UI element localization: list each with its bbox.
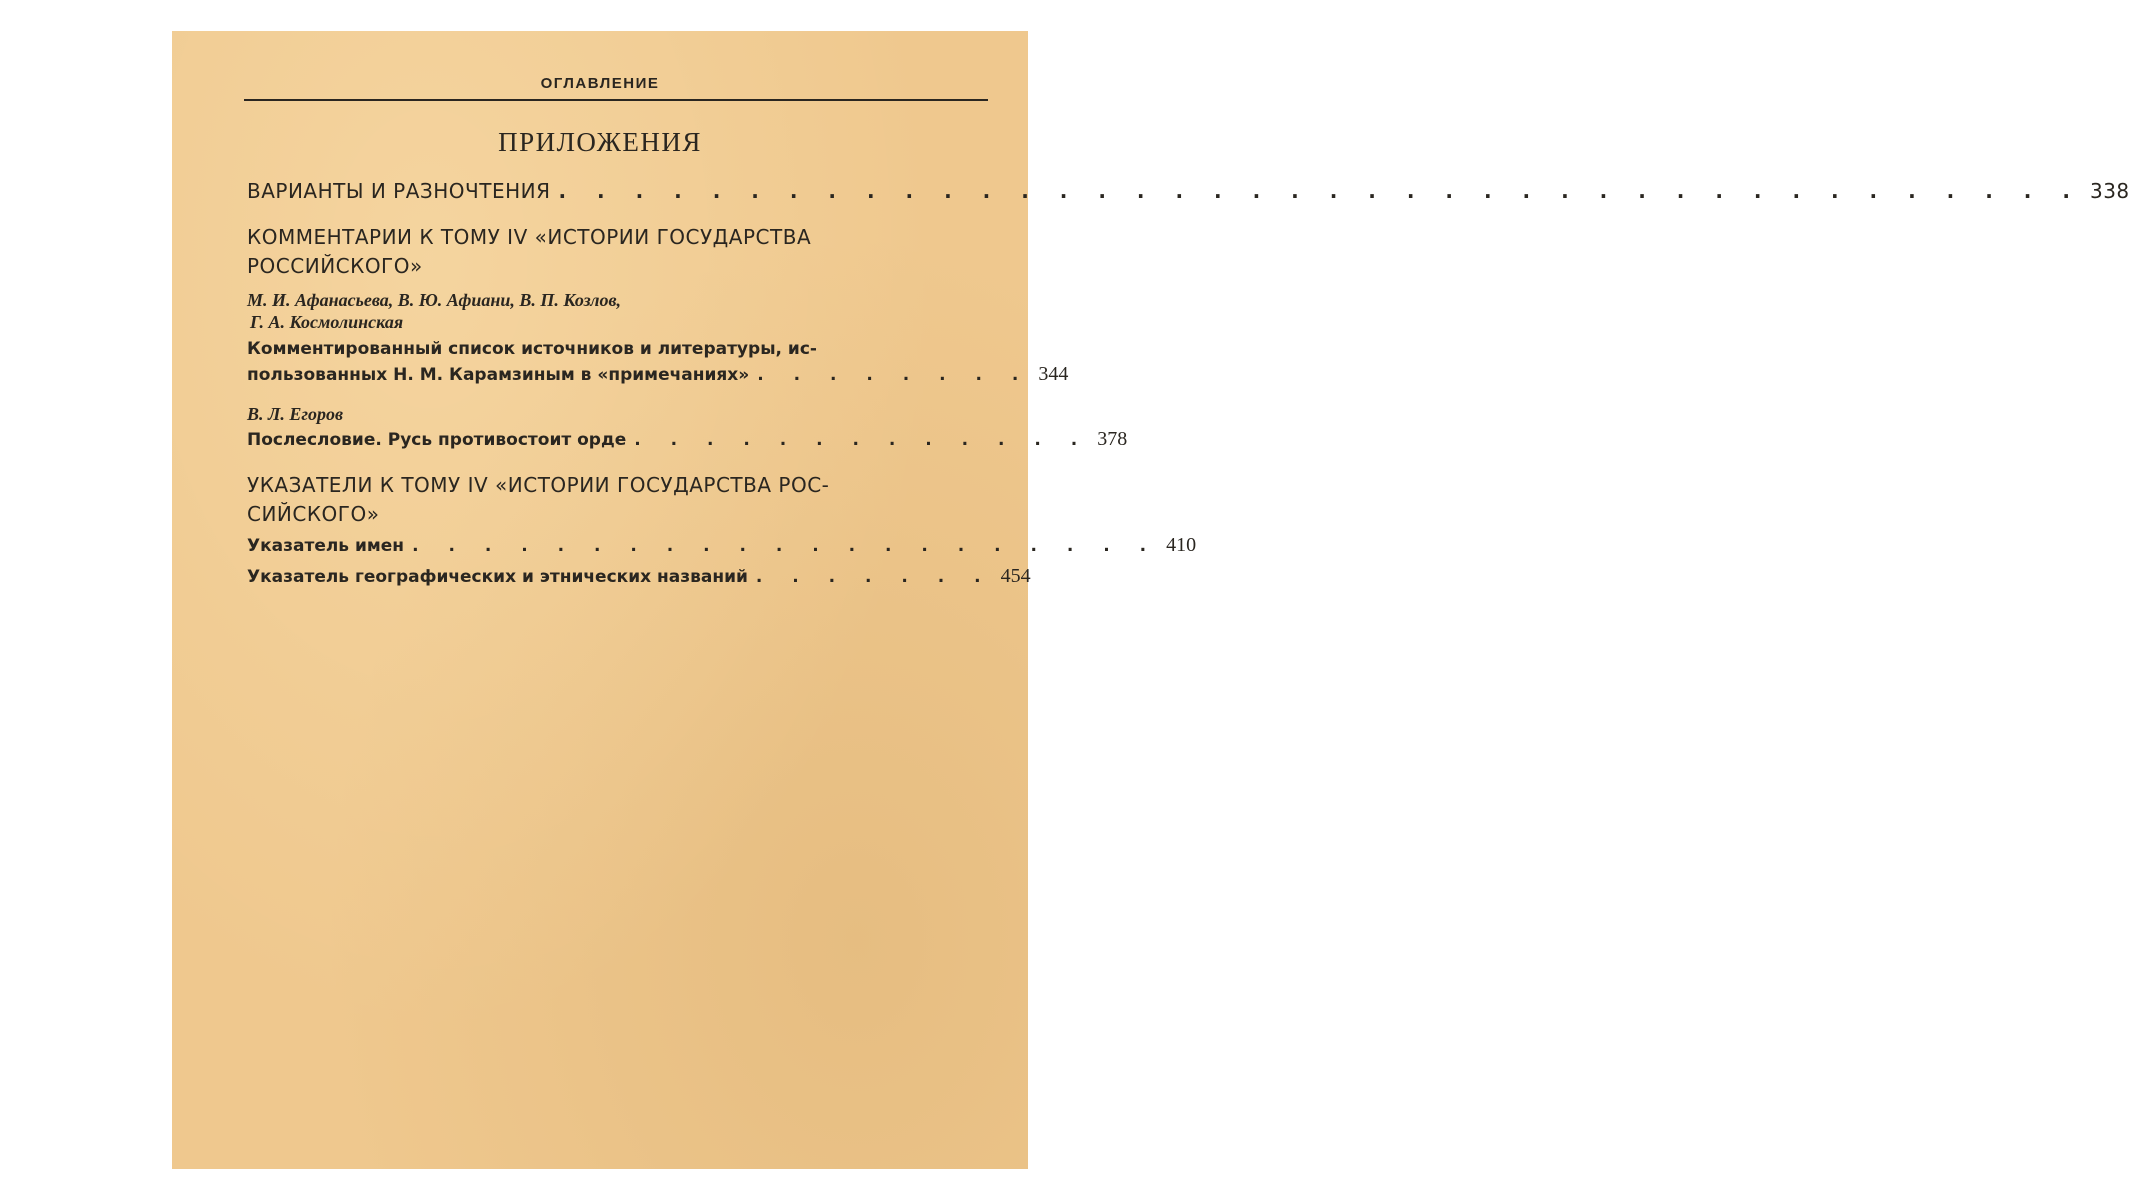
toc-subentry-names — [247, 533, 1197, 559]
toc-subentry-afterword — [247, 427, 1128, 453]
toc-authors-comments — [247, 289, 947, 333]
toc-entry-variants — [247, 177, 2130, 206]
subentry-line: Указатель имен — [247, 536, 405, 556]
toc-subentry-sources — [247, 337, 1069, 388]
toc-page-number: 410 — [1166, 534, 1197, 556]
author-line: М. И. Афанасьева, В. Ю. Афиани, В. П. Козлов, — [247, 290, 622, 310]
subentry-line: Комментированный список источников и литературы, ис- — [247, 339, 817, 359]
leader-dots: . . . . . . . . . . . . . . . . . . . . . — [412, 536, 1159, 556]
toc-entry-indexes — [247, 471, 985, 529]
toc-entry-title: ВАРИАНТЫ И РАЗНОЧТЕНИЯ — [247, 179, 551, 203]
toc-page-number: 454 — [1000, 565, 1031, 587]
toc-author-afterword: В. Л. Егоров — [247, 404, 344, 424]
book-page — [172, 31, 2130, 1169]
toc-entry-title-line: КОММЕНТАРИИ К ТОМУ IV «ИСТОРИИ ГОСУДАРСТВА — [247, 225, 812, 249]
running-title: ОГЛАВЛЕНИЕ — [540, 75, 660, 92]
leader-dots: . . . . . . . . . . . . . — [634, 430, 1090, 450]
toc-page-number: 338 — [2089, 179, 2130, 203]
leader-dots — [559, 177, 2082, 206]
toc-subentry-geo — [247, 564, 1031, 590]
leader-dots: . . . . . . . — [755, 567, 993, 587]
toc-page-number: 344 — [1038, 363, 1069, 385]
toc-entry-title-line: УКАЗАТЕЛИ К ТОМУ IV «ИСТОРИИ ГОСУДАРСТВА РОС- — [247, 473, 830, 497]
header-rule — [244, 99, 988, 101]
toc-entry-title-line: РОССИЙСКОГО» — [247, 254, 423, 278]
subentry-line: пользованных Н. М. Карамзиным в «примечаниях» — [247, 365, 750, 385]
section-title: ПРИЛОЖЕНИЯ — [498, 127, 702, 157]
leader-dots: . . . . . . . . — [757, 365, 1031, 385]
toc-entry-title-line: СИЙСКОГО» — [247, 502, 380, 526]
subentry-line: Послесловие. Русь противостоит орде — [247, 430, 627, 450]
subentry-line: Указатель географических и этнических названий — [247, 567, 748, 587]
toc-page-number: 378 — [1097, 428, 1128, 450]
author-line: Г. А. Космолинская — [250, 312, 404, 332]
toc-entry-comments — [247, 223, 985, 281]
